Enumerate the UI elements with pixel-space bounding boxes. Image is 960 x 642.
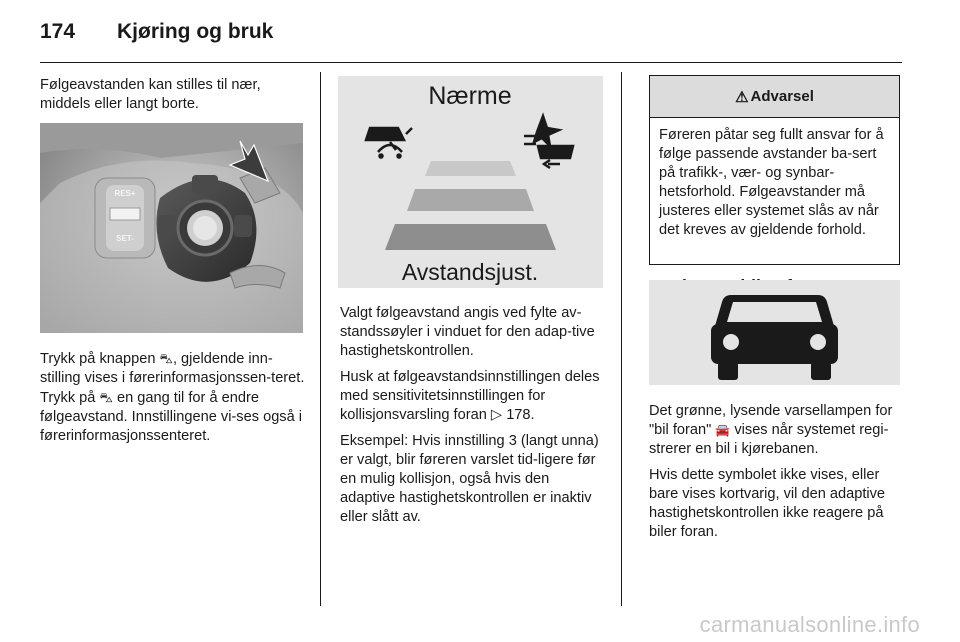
warning-text: Føreren påtar seg fullt ansvar for å følge passende avstander ba-sert på trafikk-, vær- og synbar-hetsforhold. Følgeavstander må justeres eller systemet slås av når det kreves av gjeldende forhold. — [659, 127, 884, 238]
col2-paragraph-3: Eksempel: Hvis innstilling 3 (langt unna) er valgt, blir føreren varslet tid-ligere før en mulig kollisjon, også hvis den adaptive hastighetskontrollen er inaktiv eller slått av. — [340, 433, 599, 525]
following-distance-display — [338, 76, 603, 288]
col2-paragraph-2: Husk at følgeavstandsinnstillingen deles med sensitivitetsinnstillingen for kollisjonsvarsling foran ▷ 178. — [340, 369, 600, 423]
following-distance-button-icon: ⛍ — [159, 351, 173, 366]
column-divider-2 — [621, 72, 622, 606]
col2-text — [340, 304, 606, 534]
watermark: carmanualsonline.info — [699, 612, 920, 637]
col3-paragraph-2: Hvis dette symbolet ikke vises, eller bare vises kortvarig, vil den adaptive hastighetskontrollen ikke reagere på biler foran. — [649, 467, 886, 540]
following-distance-button-icon-2: ⛍ — [99, 390, 113, 405]
col3-paragraph-1: Det grønne, lysende varsellampen for "bil foran" 🚘 vises når systemet regi-strerer en bil i kjørebanen. — [649, 403, 893, 457]
distance-bar-2 — [407, 189, 534, 211]
warning-box — [649, 75, 900, 265]
distance-bar-3 — [385, 224, 556, 250]
col2-paragraph-1: Valgt følgeavstand angis ved fylte av-standssøyler i vinduet for den adap-tive hastighetskontrollen. — [340, 305, 595, 359]
col1-instruction: Trykk på knappen ⛍, gjeldende inn-stilling vises i førerinformasjonssen-teret. Trykk på ⛍ en gang til for å endre følgeavstand. Innstillingene vi-ses også i førerinformasjonssenteret. — [40, 351, 305, 444]
column-divider-1 — [320, 72, 321, 606]
vehicle-ahead-small-icon: 🚘 — [715, 423, 731, 437]
display-top-label: Nærme — [428, 82, 512, 110]
vehicle-ahead-icon — [649, 280, 900, 385]
distance-bar-1 — [425, 161, 516, 176]
warning-triangle-icon: ⚠ — [735, 88, 749, 106]
wheel-label-res: RES+ — [114, 189, 136, 198]
warning-header: ⚠ Advarsel — [650, 76, 899, 118]
vehicle-gauge-icon — [366, 128, 412, 158]
reference-arrow-icon: ▷ — [490, 407, 503, 423]
col3-text — [649, 402, 901, 549]
col1-intro: Følgeavstanden kan stilles til nær, middels eller langt borte. — [40, 77, 261, 112]
wheel-label-set: SET- — [116, 234, 134, 243]
collision-alert-icon — [524, 116, 573, 168]
header-rule — [40, 62, 902, 63]
page-number: 174 — [40, 20, 76, 43]
steering-wheel-controls-photo — [40, 123, 303, 333]
display-bottom-label: Avstandsjust. — [401, 259, 539, 285]
page-title: Kjøring og bruk — [117, 20, 274, 43]
